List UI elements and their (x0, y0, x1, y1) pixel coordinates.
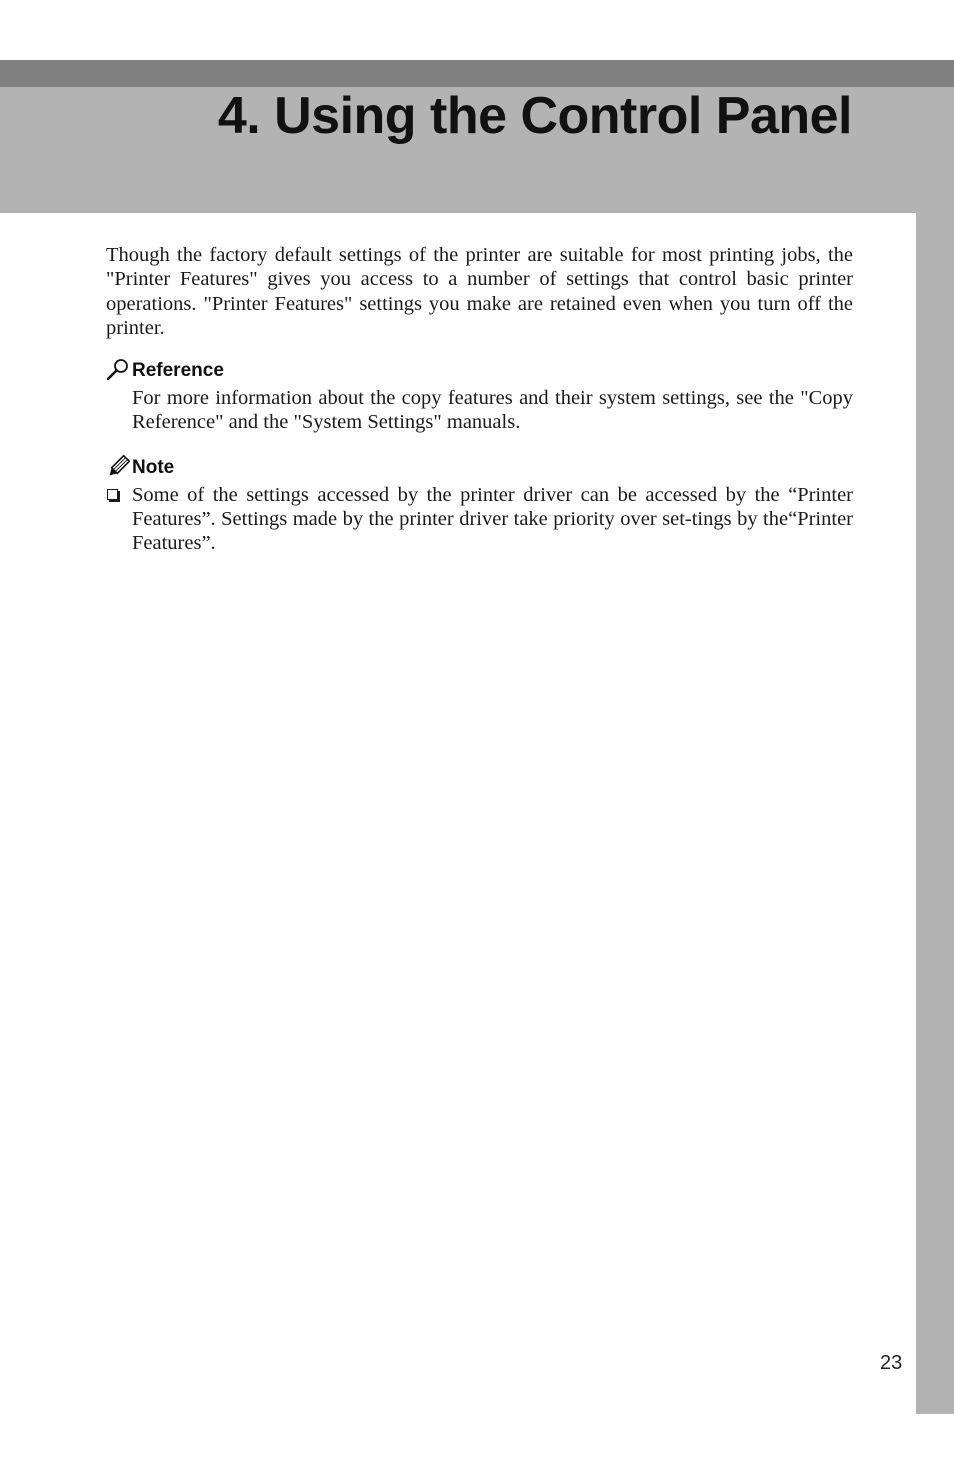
note-heading (106, 455, 853, 479)
header-top-band (0, 60, 954, 87)
page-number: 23 (880, 1352, 903, 1374)
reference-label: Reference (132, 360, 224, 382)
page-content (106, 243, 853, 556)
reference-heading (106, 358, 853, 382)
intro-paragraph: Though the factory default settings of the printer are suitable for most printing jobs, the "Printer Features" gives you access to a number of settings that control basic printer operations. "Printer Features" settings you make are retained even when you turn off the printer. (106, 244, 853, 339)
pencil-icon (106, 455, 130, 479)
reference-text: For more information about the copy features and their system settings, see the "Copy Reference" and the "System Settings" manuals. (132, 387, 853, 434)
note-label: Note (132, 456, 175, 478)
note-item (106, 483, 853, 556)
chapter-side-tab (916, 213, 954, 1414)
checkbox-bullet-icon (107, 489, 118, 500)
magnifier-icon (106, 358, 130, 382)
note-item-text: Some of the settings accessed by the printer driver can be accessed by the “Printer Features”. Settings made by the printer driver take priority over set-tings by the“Printer Features”. (132, 483, 853, 555)
chapter-title: 4. Using the Control Panel (217, 87, 852, 145)
